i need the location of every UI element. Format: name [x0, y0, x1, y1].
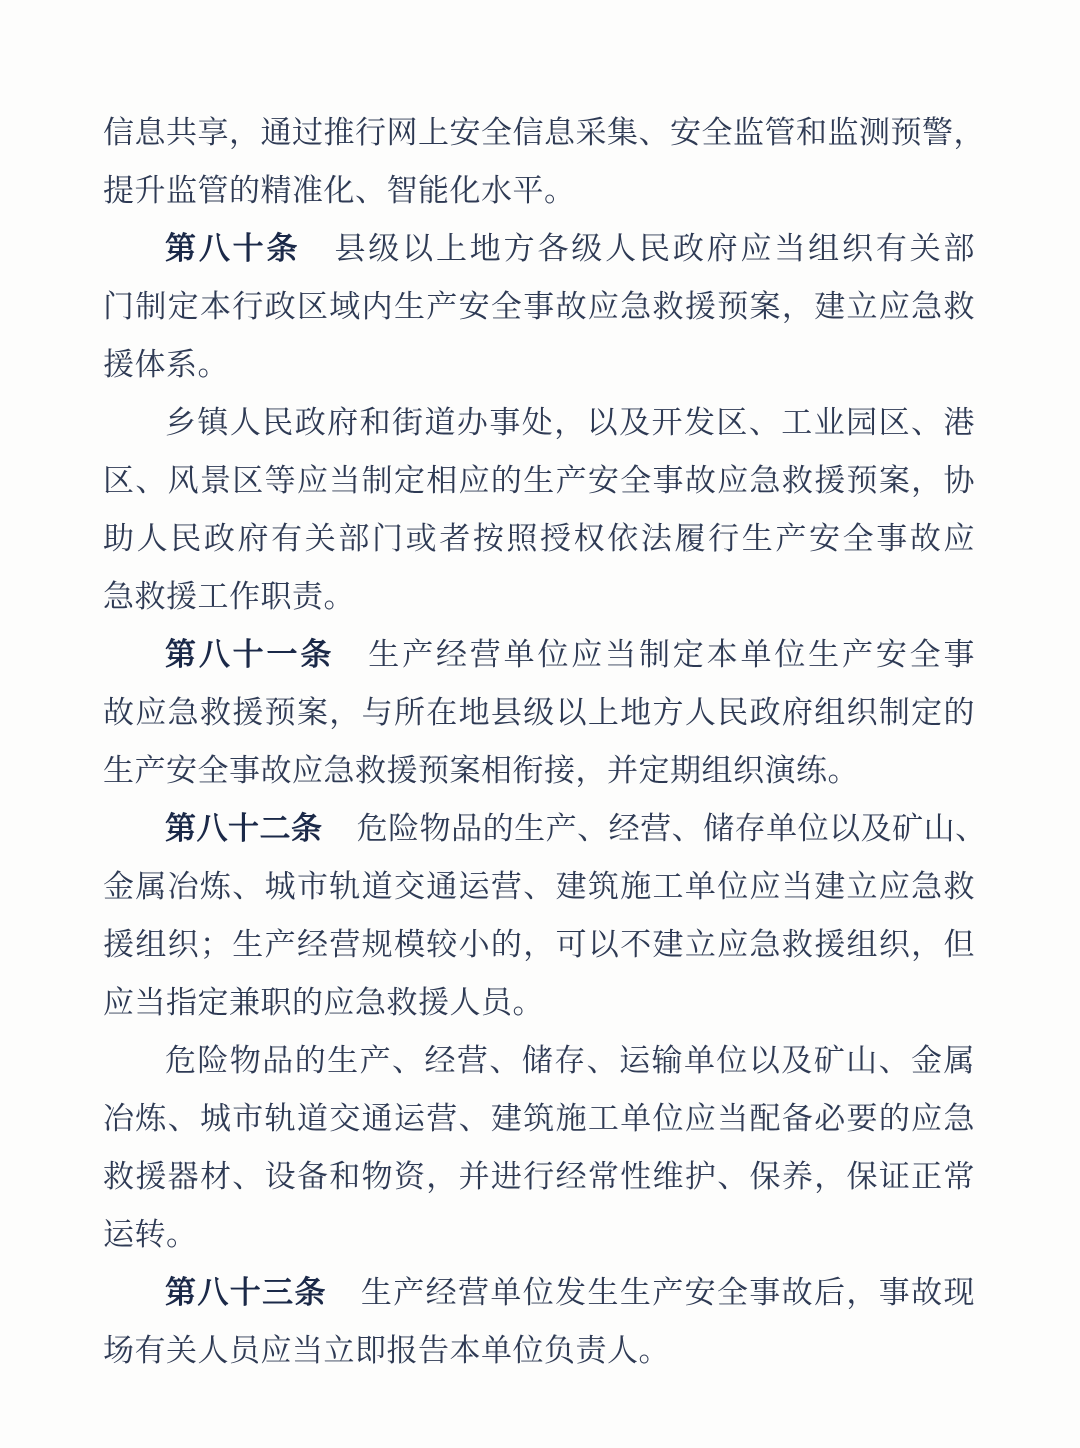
article-paragraph — [103, 220, 975, 394]
text-line: 援体系。 — [103, 347, 229, 382]
article-paragraph — [103, 1264, 975, 1380]
article-paragraph — [103, 800, 987, 1032]
text-line — [103, 626, 975, 684]
text-line: 提升监管的精准化、智能化水平。 — [103, 173, 576, 208]
text-line: 援组织；生产经营规模较小的，可以不建立应急救援组织，但 — [103, 927, 975, 962]
text-line: 场有关人员应当立即报告本单位负责人。 — [103, 1333, 670, 1368]
article-number-label: 第八十一条 — [165, 637, 335, 672]
paragraph — [103, 104, 985, 220]
text-line: 应当指定兼职的应急救援人员。 — [103, 985, 544, 1020]
document-body — [103, 104, 987, 1380]
article-number-label: 第八十三条 — [165, 1275, 327, 1310]
text-line: 乡镇人民政府和街道办事处，以及开发区、工业园区、港 — [165, 405, 975, 440]
article-number-label: 第八十二条 — [165, 811, 323, 846]
paragraph — [103, 1032, 975, 1264]
text-line: 冶炼、城市轨道交通运营、建筑施工单位应当配备必要的应急 — [103, 1101, 975, 1136]
text-line: 救援器材、设备和物资，并进行经常性维护、保养，保证正常 — [103, 1159, 975, 1194]
text-line: 运转。 — [103, 1217, 198, 1252]
text-line: 金属冶炼、城市轨道交通运营、建筑施工单位应当建立应急救 — [103, 869, 975, 904]
text-line: 故应急救援预案，与所在地县级以上地方人民政府组织制定的 — [103, 695, 975, 730]
text-line: 区、风景区等应当制定相应的生产安全事故应急救援预案，协 — [103, 463, 975, 498]
text-line: 门制定本行政区域内生产安全事故应急救援预案，建立应急救 — [103, 289, 975, 324]
paragraph-text: 生产经营单位发生生产安全事故后，事故现 — [360, 1275, 975, 1310]
text-line — [103, 800, 987, 858]
text-line — [103, 1264, 975, 1322]
article-number-label: 第八十条 — [165, 231, 301, 266]
text-line — [103, 220, 975, 278]
paragraph-text: 生产经营单位应当制定本单位生产安全事 — [368, 637, 976, 672]
paragraph-text: 县级以上地方各级人民政府应当组织有关部 — [334, 231, 976, 266]
text-line: 助人民政府有关部门或者按照授权依法履行生产安全事故应 — [103, 521, 975, 556]
text-line: 生产安全事故应急救援预案相衔接，并定期组织演练。 — [103, 753, 859, 788]
text-line: 信息共享，通过推行网上安全信息采集、安全监管和监测预警， — [103, 115, 985, 150]
text-line: 危险物品的生产、经营、储存、运输单位以及矿山、金属 — [165, 1043, 975, 1078]
article-paragraph — [103, 626, 975, 800]
paragraph — [103, 394, 975, 626]
text-line: 急救援工作职责。 — [103, 579, 355, 614]
paragraph-text: 危险物品的生产、经营、储存单位以及矿山、 — [356, 811, 987, 846]
